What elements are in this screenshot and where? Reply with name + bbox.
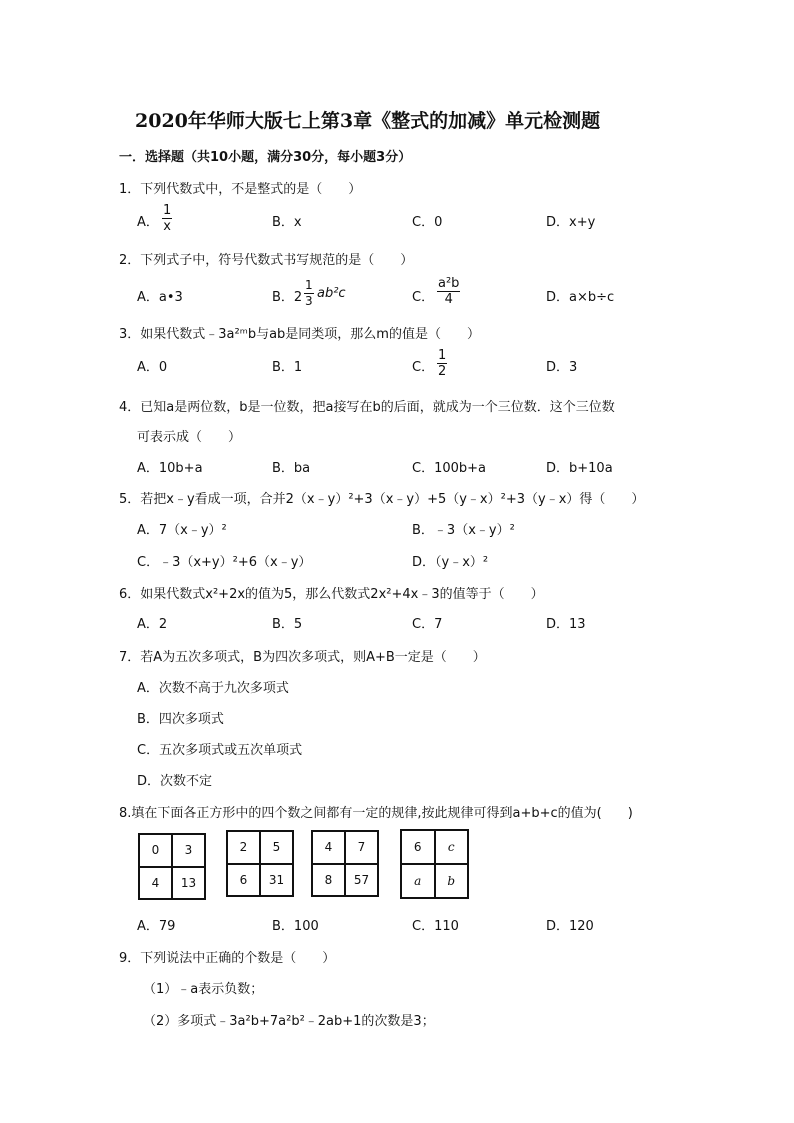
fraction-numerator: 1 [438, 348, 447, 363]
q9-statement-2: （2）多项式﹣3a²b+7a²b²﹣2ab+1的次数是3； [143, 1014, 435, 1029]
q8-option-b[interactable]: B．100 [272, 919, 319, 934]
square-cell: 4 [139, 867, 172, 900]
square-cell: 7 [345, 831, 378, 864]
square-cell: 0 [139, 834, 172, 867]
section-heading: 一．选择题（共10小题，满分30分，每小题3分） [119, 150, 412, 165]
square-cell: 13 [172, 867, 205, 900]
square-cell: 3 [172, 834, 205, 867]
q2-option-b-suffix: ab²c [317, 286, 346, 301]
q2-option-c-label[interactable]: C． [412, 290, 435, 305]
square-cell: 8 [312, 864, 345, 897]
q3-option-d[interactable]: D．3 [546, 360, 578, 375]
number-square-1 [138, 833, 206, 900]
q2-option-c-fraction [437, 276, 460, 307]
square-cell: 31 [260, 864, 293, 897]
q8-option-d[interactable]: D．120 [546, 919, 594, 934]
q7-option-a[interactable]: A．次数不高于九次多项式 [137, 681, 289, 696]
q2-option-a[interactable]: A．a•3 [137, 290, 183, 305]
square-cell: a [401, 864, 435, 898]
q3-option-a[interactable]: A．0 [137, 360, 168, 375]
square-cell: 2 [227, 831, 260, 864]
square-cell: 5 [260, 831, 293, 864]
square-cell: 6 [401, 830, 435, 864]
q3-option-c-label[interactable]: C． [412, 360, 435, 375]
q8-option-a[interactable]: A．79 [137, 919, 176, 934]
question-8-stem: 8.填在下面各正方形中的四个数之间都有一定的规律,按此规律可得到a+b+c的值为( ) [119, 806, 633, 821]
q9-statement-1: （1）﹣a表示负数； [143, 982, 264, 997]
square-cell: c [435, 830, 469, 864]
question-9-stem: 9．下列说法中正确的个数是（ ） [119, 951, 336, 966]
number-square-2 [226, 830, 294, 897]
q6-option-b[interactable]: B．5 [272, 617, 303, 632]
question-1-stem: 1．下列代数式中，不是整式的是（ ） [119, 182, 362, 197]
fraction-denominator: 4 [444, 292, 453, 307]
number-square-3 [311, 830, 379, 897]
q6-option-a[interactable]: A．2 [137, 617, 168, 632]
q2-option-b-fraction [304, 278, 314, 309]
square-cell: 4 [312, 831, 345, 864]
q7-option-d[interactable]: D．次数不定 [137, 774, 213, 789]
q1-option-a-label[interactable]: A． [137, 215, 159, 230]
question-5-stem: 5．若把x﹣y看成一项，合并2（x﹣y）²+3（x﹣y）+5（y﹣x）²+3（y﹣x）得（ ） [119, 492, 645, 507]
q1-option-b[interactable]: B．x [272, 215, 302, 230]
fraction-numerator: a²b [438, 276, 460, 291]
q1-option-a-fraction [162, 203, 172, 234]
q8-option-c[interactable]: C．110 [412, 919, 459, 934]
q2-option-d[interactable]: D．a×b÷c [546, 290, 615, 305]
square-cell: 57 [345, 864, 378, 897]
q7-option-c[interactable]: C．五次多项式或五次单项式 [137, 743, 303, 758]
q4-option-c[interactable]: C．100b+a [412, 461, 487, 476]
q5-option-a[interactable]: A．7（x﹣y）² [137, 523, 227, 538]
page-title: 2020年华师大版七上第3章《整式的加减》单元检测题 [135, 110, 601, 132]
q3-option-c-fraction [437, 348, 447, 379]
q6-option-c[interactable]: C．7 [412, 617, 443, 632]
question-4-stem-line1: 4．已知a是两位数，b是一位数，把a接写在b的后面，就成为一个三位数．这个三位数 [119, 400, 615, 415]
question-4-stem-line2: 可表示成（ ） [137, 430, 242, 445]
fraction-denominator: 3 [305, 294, 313, 308]
q4-option-b[interactable]: B．ba [272, 461, 311, 476]
q1-option-c[interactable]: C．0 [412, 215, 443, 230]
question-3-stem: 3．如果代数式﹣3a²ᵐb与ab是同类项，那么m的值是（ ） [119, 327, 480, 342]
q5-option-c[interactable]: C．﹣3（x+y）²+6（x﹣y） [137, 555, 312, 570]
fraction-denominator: 2 [438, 364, 447, 379]
number-square-4 [400, 829, 469, 899]
question-6-stem: 6．如果代数式x²+2x的值为5，那么代数式2x²+4x﹣3的值等于（ ） [119, 587, 544, 602]
fraction-numerator: 1 [305, 278, 313, 292]
square-cell: b [435, 864, 469, 898]
q7-option-b[interactable]: B．四次多项式 [137, 712, 224, 727]
q1-option-d[interactable]: D．x+y [546, 215, 596, 230]
q5-option-b[interactable]: B．﹣3（x﹣y）² [412, 523, 515, 538]
question-7-stem: 7．若A为五次多项式，B为四次多项式，则A+B一定是（ ） [119, 650, 486, 665]
q2-option-b-prefix[interactable]: B．2 [272, 290, 303, 305]
q5-option-d[interactable]: D．（y﹣x）² [412, 555, 489, 570]
q3-option-b[interactable]: B．1 [272, 360, 303, 375]
question-2-stem: 2．下列式子中，符号代数式书写规范的是（ ） [119, 253, 414, 268]
q4-option-d[interactable]: D．b+10a [546, 461, 613, 476]
fraction-denominator: x [163, 219, 171, 234]
fraction-numerator: 1 [163, 203, 172, 218]
q6-option-d[interactable]: D．13 [546, 617, 586, 632]
square-cell: 6 [227, 864, 260, 897]
q4-option-a[interactable]: A．10b+a [137, 461, 203, 476]
